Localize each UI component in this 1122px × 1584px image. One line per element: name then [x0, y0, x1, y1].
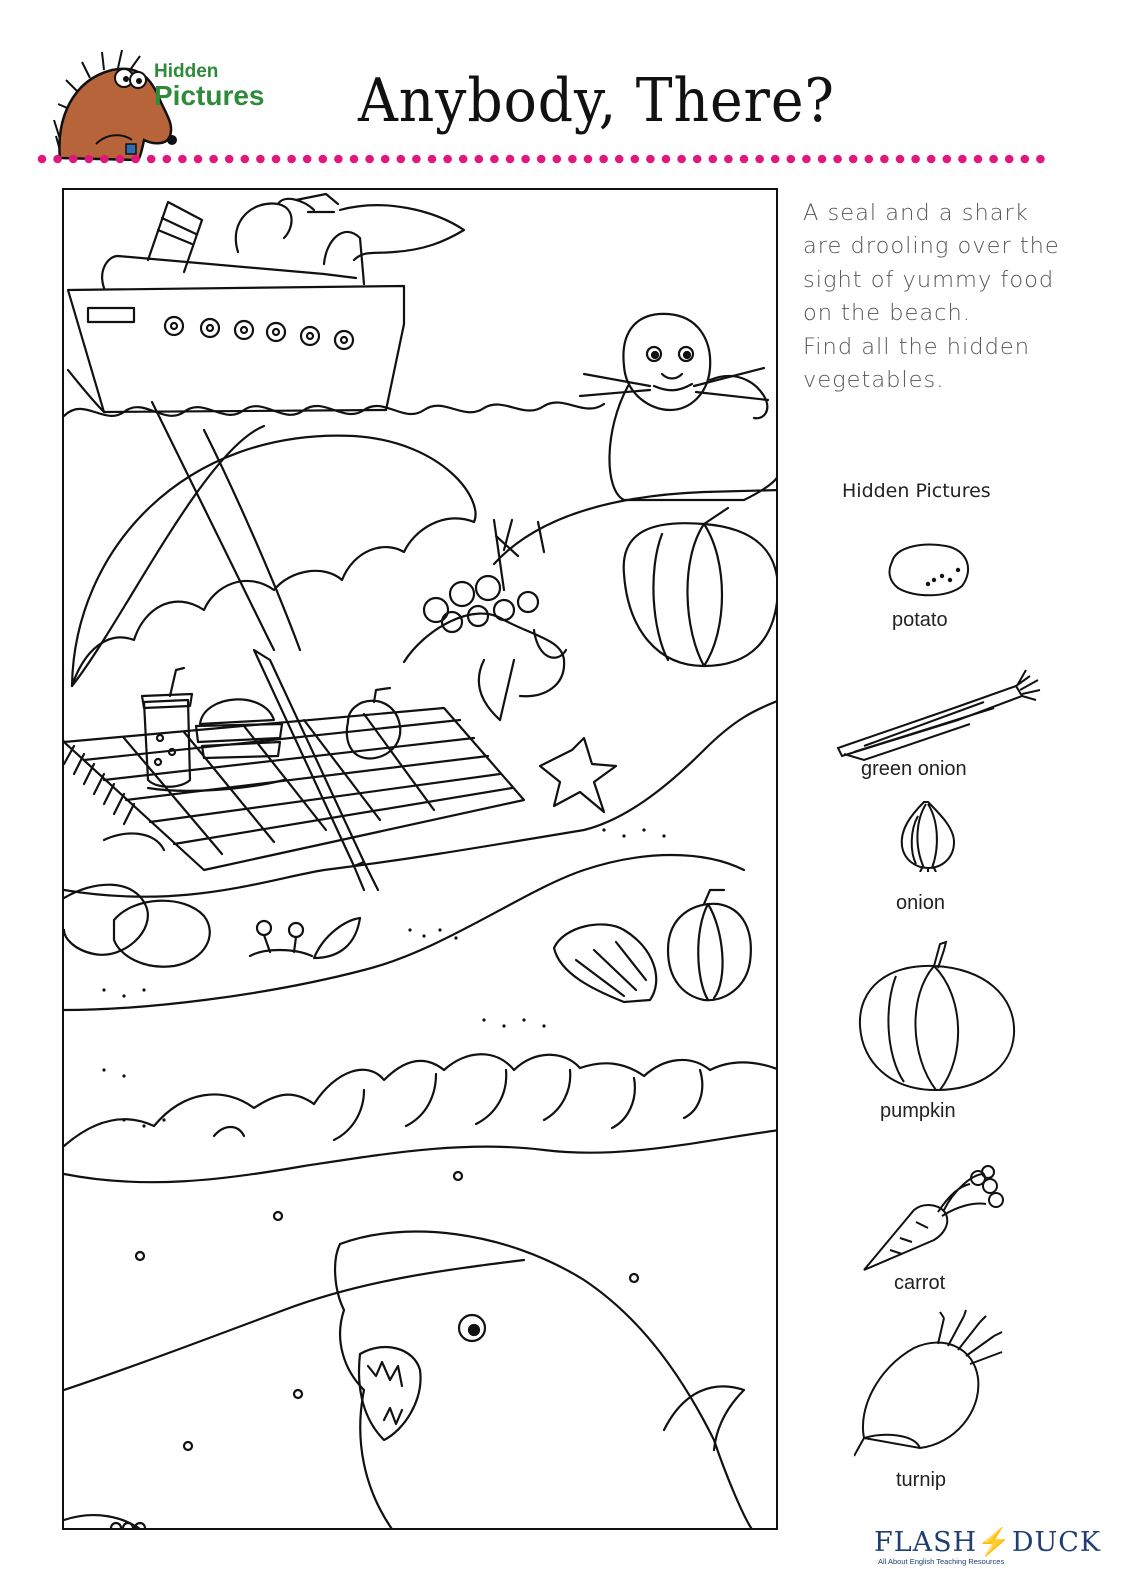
carrot-label: carrot: [894, 1272, 946, 1294]
divider-dot: [1021, 155, 1030, 164]
divider-dot: [927, 155, 936, 164]
divider-dot: [1005, 155, 1014, 164]
brand-name: [874, 1526, 1101, 1558]
divider-dot: [365, 155, 374, 164]
divider-dot: [568, 155, 577, 164]
divider-dot: [911, 155, 920, 164]
instruction-line: Find all the hidden: [803, 333, 1030, 360]
potato-icon: [884, 540, 974, 600]
divider-dot: [194, 155, 203, 164]
shell-illustration: [554, 924, 656, 1002]
umbrella-illustration: [72, 402, 476, 890]
waves-illustration: [64, 1054, 778, 1182]
lightning-bolt-icon: ⚡: [977, 1527, 1012, 1558]
divider-dot: [178, 155, 187, 164]
divider-dot: [943, 155, 952, 164]
instruction-line: vegetables.: [803, 367, 945, 394]
flower-bouquet-illustration: [404, 520, 566, 720]
instruction-line: are drooling over the: [803, 233, 1060, 260]
turnip-icon: [854, 1308, 1026, 1458]
divider-dot: [147, 155, 156, 164]
divider-dot: [428, 155, 437, 164]
divider-dot: [303, 155, 312, 164]
pumpkin-label: pumpkin: [880, 1100, 956, 1122]
divider-dot: [334, 155, 343, 164]
dotted-divider: [36, 152, 1052, 166]
divider-dot: [272, 155, 281, 164]
divider-dot: [459, 155, 468, 164]
potato-label: potato: [892, 609, 948, 631]
divider-dot: [989, 155, 998, 164]
divider-dot: [693, 155, 702, 164]
divider-dot: [615, 155, 624, 164]
carrot-icon: [860, 1164, 1012, 1274]
divider-dot: [241, 155, 250, 164]
divider-dot: [880, 155, 889, 164]
brand-name-part1: FLASH: [874, 1527, 978, 1558]
divider-dot: [85, 155, 94, 164]
divider-dot: [256, 155, 265, 164]
green-onion-icon: [834, 664, 1046, 764]
divider-dot: [724, 155, 733, 164]
onion-icon: [894, 798, 964, 872]
divider-dot: [740, 155, 749, 164]
instructions-text: [803, 197, 1073, 397]
divider-dot: [397, 155, 406, 164]
divider-dot: [849, 155, 858, 164]
divider-dot: [802, 155, 811, 164]
divider-dot: [53, 155, 62, 164]
hidden-pictures-heading: Hidden Pictures: [842, 480, 991, 502]
brand-name-part2: DUCK: [1011, 1527, 1102, 1558]
pumpkin-icon: [854, 936, 1020, 1094]
logo-wordmark: [154, 62, 265, 110]
divider-dot: [1036, 155, 1045, 164]
ship-illustration: [68, 194, 464, 412]
divider-dot: [475, 155, 484, 164]
bubbles-illustration: [136, 1172, 638, 1450]
divider-dot: [38, 155, 47, 164]
seal-illustration: [580, 314, 778, 500]
page-title: Anybody, There?: [358, 66, 835, 136]
brand-tagline: All About English Teaching Resources: [878, 1557, 1005, 1566]
instruction-line: on the beach.: [803, 300, 971, 327]
apple-illustration: [347, 688, 400, 758]
logo-line1: Hidden: [154, 61, 219, 82]
divider-dot: [677, 155, 686, 164]
picnic-blanket-illustration: [64, 708, 524, 870]
hidden-onion-scene: [668, 890, 751, 1000]
divider-dot: [69, 155, 78, 164]
flash-duck-brand: [874, 1526, 1102, 1570]
divider-dot: [662, 155, 671, 164]
divider-dot: [818, 155, 827, 164]
divider-dot: [350, 155, 359, 164]
divider-dot: [599, 155, 608, 164]
rocks-illustration: [64, 833, 210, 966]
divider-dot: [163, 155, 172, 164]
green-onion-label: green onion: [861, 758, 967, 780]
onion-label: onion: [896, 892, 945, 914]
instruction-line: sight of yummy food: [803, 266, 1055, 293]
divider-dot: [381, 155, 390, 164]
divider-dot: [709, 155, 718, 164]
divider-dot: [787, 155, 796, 164]
divider-dot: [412, 155, 421, 164]
divider-dot: [553, 155, 562, 164]
divider-dot: [584, 155, 593, 164]
divider-dot: [755, 155, 764, 164]
starfish-illustration: [540, 738, 616, 812]
divider-dot: [209, 155, 218, 164]
divider-dot: [958, 155, 967, 164]
divider-dot: [631, 155, 640, 164]
divider-dot: [865, 155, 874, 164]
divider-dot: [896, 155, 905, 164]
divider-dot: [319, 155, 328, 164]
instruction-line: A seal and a shark: [803, 200, 1029, 226]
divider-dot: [974, 155, 983, 164]
divider-dot: [771, 155, 780, 164]
divider-dot: [537, 155, 546, 164]
divider-dot: [287, 155, 296, 164]
divider-dot: [443, 155, 452, 164]
divider-dot: [646, 155, 655, 164]
turnip-label: turnip: [896, 1469, 947, 1491]
divider-dot: [833, 155, 842, 164]
divider-dot: [131, 155, 140, 164]
divider-dot: [116, 155, 125, 164]
divider-dot: [506, 155, 515, 164]
divider-dot: [100, 155, 109, 164]
beach-scene-illustration: [62, 188, 778, 1530]
divider-dot: [490, 155, 499, 164]
hidden-pumpkin-scene: [624, 508, 778, 666]
logo-line2: Pictures: [154, 80, 265, 111]
divider-dot: [225, 155, 234, 164]
crab-illustration: [250, 918, 360, 958]
divider-dot: [521, 155, 530, 164]
